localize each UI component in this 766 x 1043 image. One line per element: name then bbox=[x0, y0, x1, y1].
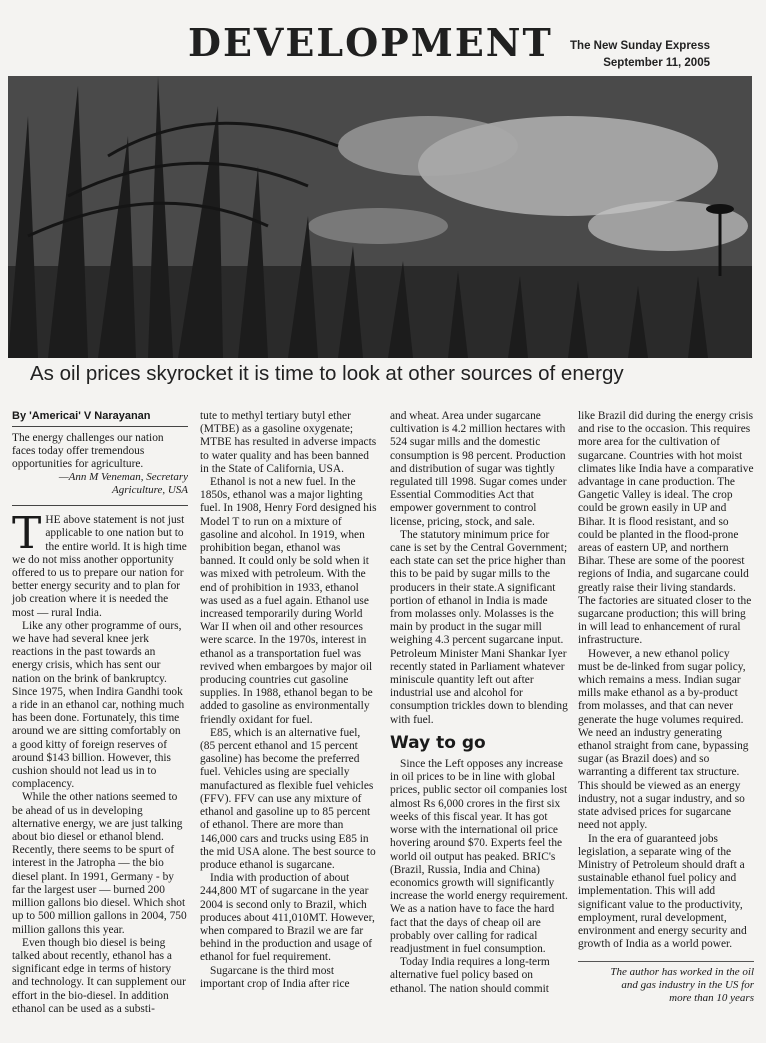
paragraph: The statutory minimum price for cane is set by the Central Government; each state can set the price higher than this to be paid by sugar mills to the producers in their state.A significant portion of ethanol in India is made from molasses only. Molasses is the main by product in the sugar mill weighing 4.3 percent sugarcane input. Petroleum Minister Mani Shankar Iyer recently stated in Parliament whatever miniscule quantity left out after industrial use and alcohol for consumption trickles down to blending with fuel. bbox=[390, 528, 568, 726]
paragraph: While the other nations seemed to be ahead of us in developing alternative energy, we are just talking about bio diesel or ethanol blend. Recently, there seems to be spurt of interest in the Jatropha — the bio diesel plant. In 1991, Germany - by far the largest user — burned 200 million gallons bio diesel. Which shot up to 500 million gallons in 2004, 750 million gallons this year. bbox=[12, 791, 187, 936]
byline: By 'Americai' V Narayanan bbox=[12, 410, 188, 427]
paragraph: and wheat. Area under sugarcane cultivation is 4.2 million hectares with 524 sugar mills and the domestic consumption is 98 percent. Production and distribution of sugar was tightly regulated till 1998. Sugar comes under Essential Commodities Act that empower government to control license, pricing, stock, and sale. bbox=[390, 410, 567, 528]
divider bbox=[12, 505, 188, 506]
section-title: DEVELOPMENT bbox=[188, 20, 553, 65]
quote-attribution: —Ann M Veneman, Secretary Agriculture, USA bbox=[58, 471, 188, 497]
paragraph: like Brazil did during the energy crisis and rise to the occasion. This requires more area for the cultivation of sugarcane. Countries with hot moist climates like India have a comparative advantage in cane production. The Gangetic Valley is ideal. The crop could be grown easily in UP and Bihar. It is flood resistant, and so could be planted in the flood-prone areas of eastern UP, and northern Bihar. These are some of the poorest regions of India, and sugarcane could greatly raise their living standards. The factories are situated closer to the sugarcane production; this will bring in will lead to enhancement of rural infrastructure. bbox=[578, 410, 754, 647]
article-column-4 bbox=[578, 410, 754, 1005]
paragraph: India with production of about 244,800 MT of sugarcane in the year 2004 is second only to Brazil, which produces about 411,010MT. However, when compared to Brazil we are far behind in the production and usage of ethanol for fuel requirement. bbox=[200, 872, 375, 964]
paragraph: tute to methyl tertiary butyl ether (MTBE) as a gasoline oxygenate; MTBE has resulted in adverse impacts to water quality and has been banned in the State of California, USA. bbox=[200, 410, 377, 475]
intro-quote: The energy challenges our nation faces today offer tremendous opportunities for agriculture. bbox=[12, 432, 164, 471]
paragraph: Since the Left opposes any increase in oil prices to be in line with global prices, public sector oil companies lost almost Rs 6,000 crores in the first six weeks of this fiscal year. It has got worse with the international oil price hovering around $70. Experts feel the world oil output has peaked. BRIC's (Brazil, Russia, India and China) economics growth will significantly increase the world energy requirement. We as a nation have to face the hard fact that the days of cheap oil are probably over calling for radical readjustment in fuel consumption. bbox=[390, 758, 568, 955]
publication-info bbox=[560, 38, 710, 72]
paragraph: THE above statement is not just applicable to one nation but to the entire world. It is high time we do not miss another opportunity offered to us to prepare our nation for better energy security and to plan for job creation where it is needed the most — rural India. bbox=[12, 508, 187, 619]
author-note: The author has worked in the oil and gas industry in the US for more than 10 years bbox=[578, 961, 754, 1005]
paragraph: Even though bio diesel is being talked about recently, ethanol has a significant edge in terms of history and technology. It can supplement our effort in the bio-diesel. In addition ethanol can be used as a substi- bbox=[12, 936, 186, 1015]
paragraph: E85, which is an alternative fuel, (85 percent ethanol and 15 percent gasoline) has become the preferred fuel. Vehicles using are specially manufactured as flexible fuel vehicles (FFV). FFV can use any mixture of ethanol and gasoline up to 85 percent of ethanol. There are more than 146,000 cars and trucks using E85 in the mid USA alone. The best source to produce ethanol is sugarcane. bbox=[200, 726, 376, 871]
paragraph: Today India requires a long-term alternative fuel policy based on ethanol. The nation should commit bbox=[390, 956, 550, 995]
subheadline: As oil prices skyrocket it is time to look at other sources of energy bbox=[30, 362, 624, 385]
paragraph: Sugarcane is the third most important crop of India after rice bbox=[200, 964, 350, 990]
section-subheading: Way to go bbox=[390, 732, 486, 753]
article-column-3 bbox=[390, 410, 568, 996]
paragraph: Like any other programme of ours, we have had several knee jerk reactions in the past towards an energy crisis, which has sent our nation on the brink of bankruptcy. Since 1975, when Indira Gandhi took a ride in an ethanol car, nothing much has been done. Fortunately, this time around we are sitting comfortably on a good kitty of foreign reserves of around $143 billion. However, this cushion should not lead us in to complacency. bbox=[12, 619, 185, 791]
sugarcane-field-photo bbox=[8, 76, 752, 358]
paragraph: Ethanol is not a new fuel. In the 1850s, ethanol was a major lighting fuel. In 1908, Henry Ford designed his Model T to run on a mixture of gasoline and alcohol. In 1919, when prohibition began, ethanol was banned. It could only be sold when it was mixed with petroleum. With the end of prohibition in 1933, ethanol was used as a fuel again. Ethanol use increased temporarily during World War II when oil and other resources were scarce. In the 1970s, interest in ethanol as a transportation fuel was revived when embargoes by major oil producing countries cut gasoline supplies. In 1988, ethanol began to be added to gasoline as environmentally friendly oxidant for fuel. bbox=[200, 476, 377, 726]
publication-date: September 11, 2005 bbox=[603, 57, 710, 69]
paragraph: However, a new ethanol policy must be de-linked from sugar policy, which remains a mess. Indian sugar mills make ethanol as a by-product from molasses, and that can never generate the huge volumes required. We need an industry generating ethanol straight from cane, bypassing sugar (as Brazil does) and so warranting a different tax structure. This should be viewed as an energy industry, not a sugar industry, and so state advised prices for sugarcane need not apply. bbox=[578, 647, 749, 832]
publication-name: The New Sunday Express bbox=[570, 40, 710, 52]
article-column-1 bbox=[12, 410, 188, 1016]
article-column-2 bbox=[200, 410, 378, 991]
headline bbox=[8, 356, 752, 358]
dropcap: T bbox=[12, 508, 42, 560]
paragraph: In the era of guaranteed jobs legislation, a separate wing of the Ministry of Petroleum should draft a sustainable ethanol fuel policy and implementation. This will add significant value to the productivity, employment, rural development, environment and energy security and growth of India as a world power. bbox=[578, 832, 747, 951]
